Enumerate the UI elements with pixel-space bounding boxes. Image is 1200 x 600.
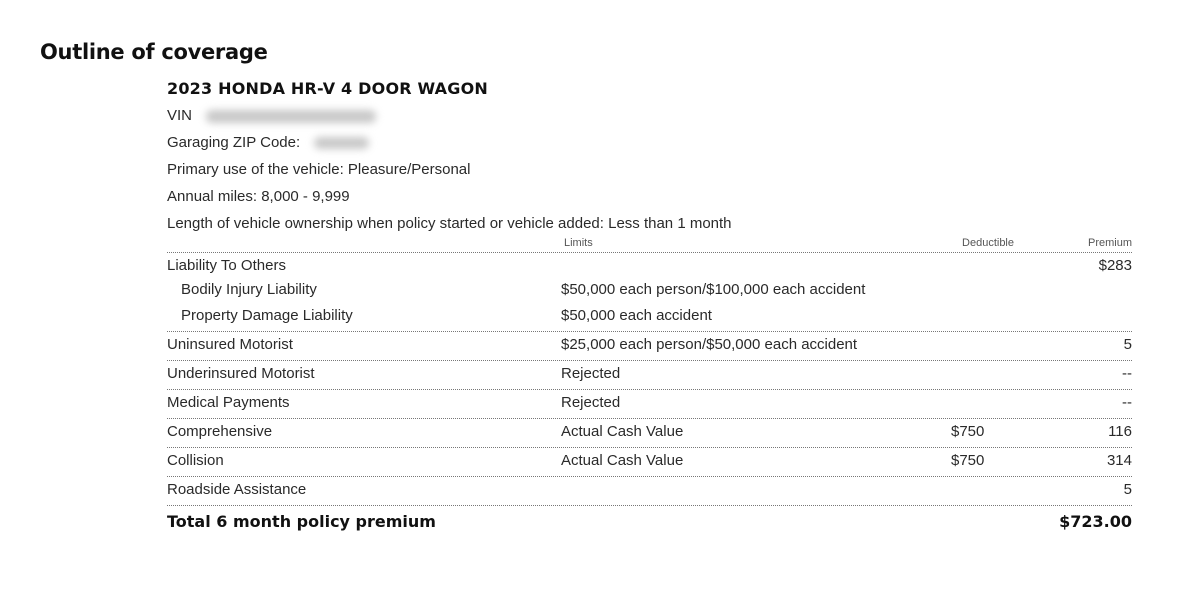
coverage-table	[167, 252, 1132, 506]
table-row	[167, 419, 1132, 448]
coverage-limit: Rejected	[561, 365, 621, 382]
coverage-name: Uninsured Motorist	[167, 336, 293, 353]
table-row	[167, 252, 1132, 277]
zip-line	[167, 129, 1132, 156]
vehicle-name: 2023 HONDA HR-V 4 DOOR WAGON	[167, 79, 488, 98]
table-row	[167, 448, 1132, 477]
coverage-name: Roadside Assistance	[167, 481, 307, 498]
header-limits: Limits	[564, 237, 593, 249]
coverage-premium: 314	[1106, 452, 1132, 469]
coverage-premium: $283	[1098, 257, 1132, 274]
coverage-name: Underinsured Motorist	[167, 365, 315, 382]
primary-use-line: Primary use of the vehicle: Pleasure/Personal	[167, 161, 471, 178]
coverage-name: Property Damage Liability	[181, 307, 353, 324]
coverage-name: Comprehensive	[167, 423, 273, 440]
coverage-premium: 5	[1123, 336, 1132, 353]
coverage-premium: --	[1122, 365, 1132, 382]
vin-redacted	[206, 110, 376, 123]
coverage-limit: Actual Cash Value	[561, 423, 684, 440]
table-row	[167, 277, 1132, 303]
zip-redacted	[314, 137, 369, 149]
coverage-limit: Rejected	[561, 394, 621, 411]
coverage-premium: 116	[1108, 423, 1132, 440]
coverage-name: Bodily Injury Liability	[181, 281, 317, 298]
table-row	[167, 361, 1132, 390]
header-deductible: Deductible	[962, 237, 1014, 249]
total-row	[167, 506, 1132, 536]
zip-label: Garaging ZIP Code:	[167, 134, 301, 151]
annual-miles-line: Annual miles: 8,000 - 9,999	[167, 188, 350, 205]
ownership-line: Length of vehicle ownership when policy started or vehicle added: Less than 1 month	[167, 215, 732, 232]
coverage-name: Medical Payments	[167, 394, 290, 411]
coverage-limit: $50,000 each person/$100,000 each accident	[561, 281, 866, 298]
table-row	[167, 303, 1132, 332]
coverage-document	[167, 76, 1132, 536]
coverage-name: Collision	[167, 452, 224, 469]
coverage-deductible: $750	[951, 423, 985, 440]
coverage-limit: $25,000 each person/$50,000 each accident	[561, 336, 858, 353]
coverage-premium: --	[1122, 394, 1132, 411]
total-value: $723.00	[1059, 512, 1132, 531]
coverage-premium: 5	[1123, 481, 1132, 498]
table-row	[167, 332, 1132, 361]
table-row	[167, 477, 1132, 506]
vin-line	[167, 102, 1132, 129]
table-header	[167, 235, 1132, 252]
coverage-limit: Actual Cash Value	[561, 452, 684, 469]
total-label: Total 6 month policy premium	[167, 512, 436, 531]
coverage-limit: $50,000 each accident	[561, 307, 712, 324]
header-premium: Premium	[1087, 237, 1132, 249]
page-title: Outline of coverage	[40, 40, 268, 64]
table-row	[167, 390, 1132, 419]
vin-label: VIN	[167, 107, 193, 124]
coverage-deductible: $750	[951, 452, 985, 469]
coverage-name: Liability To Others	[167, 257, 286, 274]
